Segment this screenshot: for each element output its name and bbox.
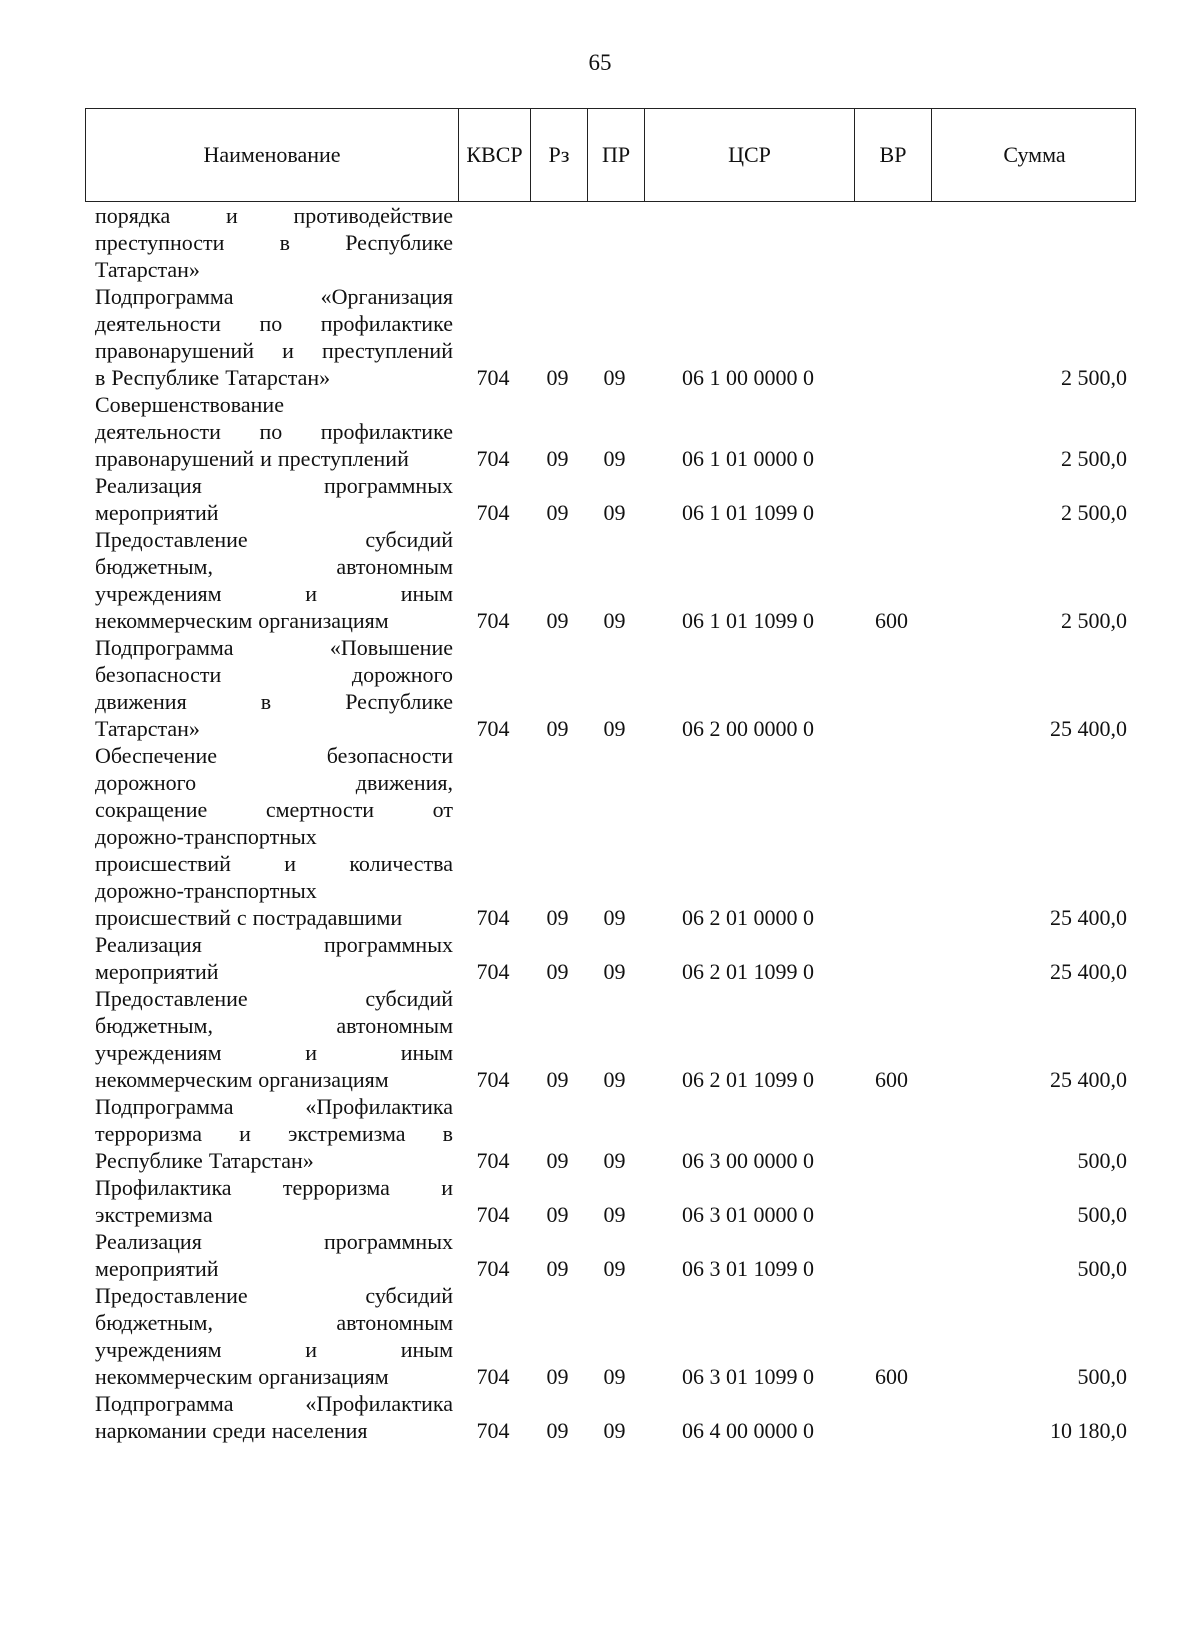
table-row xyxy=(85,634,1136,742)
row-name-line xyxy=(95,1363,453,1390)
cell-sum: 25 400,0 xyxy=(1050,716,1127,741)
cell-sum: 25 400,0 xyxy=(1050,905,1127,930)
header-csr: ЦСР xyxy=(644,109,854,201)
row-name-word: в xyxy=(279,230,290,255)
row-name-word: происшествий xyxy=(95,851,231,876)
row-name xyxy=(85,1282,453,1390)
page-number: 65 xyxy=(588,50,612,75)
row-name-line xyxy=(95,202,453,229)
cell-vr xyxy=(853,499,930,526)
table-row xyxy=(85,472,1136,526)
row-name-line xyxy=(95,1093,453,1120)
row-name-line xyxy=(95,1390,453,1417)
row-name-word: и xyxy=(225,203,238,228)
row-name-word: правонарушений xyxy=(95,338,255,363)
row-name-word: «Повышение xyxy=(329,635,453,660)
cell-vr: 600 xyxy=(875,1067,908,1092)
cell-pr xyxy=(586,256,643,283)
row-name-line xyxy=(95,1174,453,1201)
cell-rz: 09 xyxy=(546,959,569,984)
row-name-word: Профилактика xyxy=(95,1175,232,1200)
cell-csr: 06 1 00 0000 0 xyxy=(682,365,814,390)
row-name-word: Предоставление xyxy=(95,527,248,552)
row-name-word: преступлений xyxy=(277,446,409,471)
table-row xyxy=(85,202,1136,283)
row-name xyxy=(85,202,453,283)
row-name-word: Подпрограмма xyxy=(95,635,234,660)
row-name xyxy=(85,283,453,391)
row-name-word: терроризма xyxy=(282,1175,390,1200)
row-name-line xyxy=(95,310,453,337)
row-name xyxy=(85,985,453,1093)
row-name-word: субсидий xyxy=(365,527,453,552)
row-name-word: Татарстан» xyxy=(208,1148,314,1173)
cell-csr: 06 3 01 1099 0 xyxy=(682,1256,814,1281)
cell-vr xyxy=(853,958,930,985)
row-name xyxy=(85,634,453,742)
table-row xyxy=(85,1390,1136,1444)
row-name-word: дорожно-транспортных xyxy=(95,878,317,903)
row-name-word: Республике xyxy=(345,689,453,714)
cell-sum: 2 500,0 xyxy=(1061,608,1127,633)
row-name-word: «Профилактика xyxy=(305,1094,453,1119)
row-name-line xyxy=(95,418,453,445)
row-name-word: автономным xyxy=(336,554,453,579)
cell-csr: 06 1 01 0000 0 xyxy=(682,446,814,471)
row-name-word: мероприятий xyxy=(95,500,219,525)
row-name-line xyxy=(95,553,453,580)
row-name-line xyxy=(95,607,453,634)
row-name-line xyxy=(95,877,453,904)
row-name-word: бюджетным, xyxy=(95,1013,213,1038)
row-name xyxy=(85,1174,453,1228)
row-name-line xyxy=(95,499,453,526)
row-name-word: сокращение xyxy=(95,797,208,822)
cell-kvsr: 704 xyxy=(476,1364,510,1389)
table-row xyxy=(85,283,1136,391)
row-name-word: автономным xyxy=(336,1013,453,1038)
cell-vr xyxy=(853,256,930,283)
table-body xyxy=(85,202,1136,1444)
row-name-word: Реализация xyxy=(95,932,202,957)
row-name xyxy=(85,742,453,931)
row-name-word: Республике xyxy=(345,230,453,255)
table-row xyxy=(85,931,1136,985)
row-name-word: и xyxy=(305,1337,318,1362)
row-name-word: дорожного xyxy=(351,662,453,687)
row-name-line xyxy=(95,256,453,283)
row-name-line xyxy=(95,1417,453,1444)
row-name-word: некоммерческим xyxy=(95,608,253,633)
row-name-word: в xyxy=(95,365,106,390)
row-name-line xyxy=(95,445,453,472)
row-name-word: программных xyxy=(324,1229,453,1254)
cell-kvsr: 704 xyxy=(476,1067,510,1092)
row-name xyxy=(85,391,453,472)
cell-csr xyxy=(643,256,853,283)
cell-sum: 500,0 xyxy=(1077,1202,1127,1227)
cell-vr xyxy=(853,904,930,931)
cell-pr: 09 xyxy=(603,500,626,525)
row-name-line xyxy=(95,1201,453,1228)
cell-pr: 09 xyxy=(603,1364,626,1389)
cell-vr: 600 xyxy=(875,1364,908,1389)
row-name-word: дорожно-транспортных xyxy=(95,824,317,849)
row-name-word: организациям xyxy=(258,1364,389,1389)
row-name xyxy=(85,931,453,985)
row-name xyxy=(85,1093,453,1174)
row-name-word: безопасности xyxy=(326,743,453,768)
cell-pr: 09 xyxy=(603,1202,626,1227)
row-name-line xyxy=(95,661,453,688)
row-name-line xyxy=(95,1336,453,1363)
table-row xyxy=(85,985,1136,1093)
header-vr: ВР xyxy=(854,109,931,201)
cell-sum: 500,0 xyxy=(1077,1256,1127,1281)
row-name-word: и xyxy=(305,1040,318,1065)
row-name-line xyxy=(95,634,453,661)
row-name-word: населения xyxy=(271,1418,368,1443)
row-name-word: в xyxy=(442,1121,453,1146)
cell-pr: 09 xyxy=(603,959,626,984)
header-name: Наименование xyxy=(203,142,341,167)
cell-kvsr: 704 xyxy=(476,959,510,984)
row-name-word: Татарстан» xyxy=(225,365,331,390)
row-name-word: Предоставление xyxy=(95,986,248,1011)
cell-kvsr: 704 xyxy=(476,446,510,471)
row-name-line xyxy=(95,1066,453,1093)
cell-kvsr: 704 xyxy=(476,1202,510,1227)
row-name-word: Подпрограмма xyxy=(95,284,234,309)
row-name-word: дорожного xyxy=(95,770,197,795)
cell-csr: 06 1 01 1099 0 xyxy=(682,500,814,525)
row-name-line xyxy=(95,1228,453,1255)
row-name-word: Подпрограмма xyxy=(95,1094,234,1119)
table-row xyxy=(85,742,1136,931)
cell-pr: 09 xyxy=(603,1148,626,1173)
cell-kvsr: 704 xyxy=(476,716,510,741)
row-name-word: организациям xyxy=(258,608,389,633)
cell-csr: 06 1 01 1099 0 xyxy=(682,608,814,633)
row-name-word: бюджетным, xyxy=(95,1310,213,1335)
row-name-line xyxy=(95,742,453,769)
row-name-word: Реализация xyxy=(95,473,202,498)
header-rz: Рз xyxy=(530,109,587,201)
row-name-word: количества xyxy=(349,851,453,876)
cell-kvsr: 704 xyxy=(476,1256,510,1281)
header-sum: Сумма xyxy=(931,109,1137,201)
row-name-word: Республике xyxy=(111,365,220,390)
cell-sum: 25 400,0 xyxy=(1050,1067,1127,1092)
cell-kvsr xyxy=(457,256,529,283)
row-name-word: наркомании xyxy=(95,1418,207,1443)
table-row xyxy=(85,1093,1136,1174)
row-name-word: профилактике xyxy=(320,311,453,336)
row-name-word: субсидий xyxy=(365,1283,453,1308)
cell-rz: 09 xyxy=(546,1202,569,1227)
row-name-word: смертности xyxy=(265,797,375,822)
cell-rz: 09 xyxy=(546,1148,569,1173)
cell-pr: 09 xyxy=(603,1067,626,1092)
row-name-word: Татарстан» xyxy=(95,716,200,741)
cell-rz: 09 xyxy=(546,1256,569,1281)
row-name-word: субсидий xyxy=(365,986,453,1011)
row-name-line xyxy=(95,1147,453,1174)
cell-rz: 09 xyxy=(546,1364,569,1389)
row-name-word: движения, xyxy=(355,770,453,795)
row-name-line xyxy=(95,769,453,796)
row-name-word: Подпрограмма xyxy=(95,1391,234,1416)
row-name-word: профилактике xyxy=(320,419,453,444)
row-name-word: и xyxy=(239,1121,251,1146)
row-name-word: экстремизма xyxy=(287,1121,406,1146)
row-name-line xyxy=(95,1120,453,1147)
row-name xyxy=(85,1390,453,1444)
cell-vr xyxy=(853,1201,930,1228)
cell-sum: 2 500,0 xyxy=(1061,446,1127,471)
row-name-word: Реализация xyxy=(95,1229,202,1254)
header-pr: ПР xyxy=(587,109,644,201)
row-name-line xyxy=(95,958,453,985)
cell-pr: 09 xyxy=(603,608,626,633)
row-name-word: Обеспечение xyxy=(95,743,217,768)
row-name-line xyxy=(95,715,453,742)
cell-pr: 09 xyxy=(603,1256,626,1281)
row-name-line xyxy=(95,391,453,418)
row-name-line xyxy=(95,229,453,256)
row-name-word: среди xyxy=(212,1418,266,1443)
table-row xyxy=(85,526,1136,634)
cell-vr xyxy=(853,1147,930,1174)
cell-rz: 09 xyxy=(546,905,569,930)
cell-rz xyxy=(529,256,586,283)
cell-kvsr: 704 xyxy=(476,1148,510,1173)
cell-kvsr: 704 xyxy=(476,365,510,390)
row-name xyxy=(85,526,453,634)
row-name-line xyxy=(95,1282,453,1309)
row-name xyxy=(85,1228,453,1282)
cell-pr: 09 xyxy=(603,446,626,471)
cell-vr: 600 xyxy=(875,608,908,633)
cell-kvsr: 704 xyxy=(476,500,510,525)
row-name-word: от xyxy=(432,797,453,822)
row-name-word: бюджетным, xyxy=(95,554,213,579)
row-name-word: и xyxy=(282,338,294,363)
cell-csr: 06 3 01 0000 0 xyxy=(682,1202,814,1227)
row-name-line xyxy=(95,850,453,877)
cell-sum xyxy=(930,256,1127,283)
row-name-line xyxy=(95,688,453,715)
row-name-word: терроризма xyxy=(95,1121,203,1146)
row-name-line xyxy=(95,985,453,1012)
cell-rz: 09 xyxy=(546,446,569,471)
row-name-word: мероприятий xyxy=(95,1256,219,1281)
cell-kvsr: 704 xyxy=(476,905,510,930)
row-name-word: деятельности xyxy=(95,311,221,336)
cell-rz: 09 xyxy=(546,716,569,741)
row-name-word: экстремизма xyxy=(95,1202,213,1227)
cell-pr: 09 xyxy=(603,716,626,741)
row-name-word: мероприятий xyxy=(95,959,219,984)
table-row xyxy=(85,391,1136,472)
row-name-word: программных xyxy=(324,932,453,957)
row-name-word: по xyxy=(259,311,283,336)
row-name-word: учреждениям xyxy=(95,1040,222,1065)
cell-kvsr: 704 xyxy=(476,1418,510,1443)
row-name-word: некоммерческим xyxy=(95,1067,253,1092)
row-name xyxy=(85,472,453,526)
cell-sum: 500,0 xyxy=(1077,1148,1127,1173)
cell-vr xyxy=(853,445,930,472)
row-name-line xyxy=(95,580,453,607)
row-name-line xyxy=(95,283,453,310)
cell-rz: 09 xyxy=(546,500,569,525)
row-name-word: безопасности xyxy=(95,662,222,687)
row-name-word: правонарушений xyxy=(95,446,255,471)
row-name-word: некоммерческим xyxy=(95,1364,253,1389)
cell-vr xyxy=(853,1255,930,1282)
row-name-word: Предоставление xyxy=(95,1283,248,1308)
row-name-word: и xyxy=(260,446,272,471)
row-name-line xyxy=(95,1012,453,1039)
cell-vr xyxy=(853,715,930,742)
row-name-line xyxy=(95,526,453,553)
cell-rz: 09 xyxy=(546,1067,569,1092)
row-name-line xyxy=(95,904,453,931)
row-name-line xyxy=(95,823,453,850)
row-name-line xyxy=(95,1039,453,1066)
row-name-word: организациям xyxy=(258,1067,389,1092)
row-name-word: деятельности xyxy=(95,419,221,444)
table-row xyxy=(85,1174,1136,1228)
row-name-word: Республике xyxy=(95,1148,203,1173)
row-name-word: преступлений xyxy=(321,338,453,363)
row-name-word: движения xyxy=(95,689,187,714)
cell-csr: 06 3 01 1099 0 xyxy=(682,1364,814,1389)
row-name-word: программных xyxy=(324,473,453,498)
cell-csr: 06 2 01 0000 0 xyxy=(682,905,814,930)
row-name-word: порядка xyxy=(95,203,171,228)
row-name-word: учреждениям xyxy=(95,1337,222,1362)
row-name-word: иным xyxy=(400,581,453,606)
row-name-line xyxy=(95,1255,453,1282)
cell-pr: 09 xyxy=(603,365,626,390)
row-name-word: с xyxy=(236,905,247,930)
row-name-word: иным xyxy=(400,1337,453,1362)
row-name-word: по xyxy=(259,419,283,444)
cell-sum: 500,0 xyxy=(1077,1364,1127,1389)
row-name-word: автономным xyxy=(336,1310,453,1335)
cell-csr: 06 3 00 0000 0 xyxy=(682,1148,814,1173)
row-name-line xyxy=(95,1309,453,1336)
cell-vr xyxy=(853,1417,930,1444)
row-name-line xyxy=(95,364,453,391)
row-name-word: происшествий xyxy=(95,905,231,930)
cell-sum: 25 400,0 xyxy=(1050,959,1127,984)
cell-csr: 06 2 01 1099 0 xyxy=(682,1067,814,1092)
row-name-word: Совершенствование xyxy=(95,392,284,417)
cell-pr: 09 xyxy=(603,1418,626,1443)
cell-rz: 09 xyxy=(546,1418,569,1443)
row-name-word: пострадавшими xyxy=(252,905,403,930)
row-name-word: и xyxy=(305,581,318,606)
row-name-line xyxy=(95,472,453,499)
row-name-line xyxy=(95,796,453,823)
cell-sum: 2 500,0 xyxy=(1061,500,1127,525)
row-name-line xyxy=(95,337,453,364)
cell-kvsr: 704 xyxy=(476,608,510,633)
row-name-word: и xyxy=(284,851,296,876)
cell-vr xyxy=(853,364,930,391)
row-name-word: «Организация xyxy=(320,284,453,309)
row-name-word: иным xyxy=(400,1040,453,1065)
header-kvsr: КВСР xyxy=(458,109,530,201)
table-row xyxy=(85,1228,1136,1282)
table-header xyxy=(85,108,1136,202)
cell-rz: 09 xyxy=(546,365,569,390)
row-name-word: учреждениям xyxy=(95,581,222,606)
cell-sum: 10 180,0 xyxy=(1050,1418,1127,1443)
row-name-word: преступности xyxy=(95,230,225,255)
row-name-word: и xyxy=(441,1175,453,1200)
row-name-word: Татарстан» xyxy=(95,257,200,282)
row-name-line xyxy=(95,931,453,958)
cell-csr: 06 4 00 0000 0 xyxy=(682,1418,814,1443)
cell-rz: 09 xyxy=(546,608,569,633)
cell-csr: 06 2 01 1099 0 xyxy=(682,959,814,984)
cell-sum: 2 500,0 xyxy=(1061,365,1127,390)
row-name-word: «Профилактика xyxy=(305,1391,453,1416)
row-name-word: противодействие xyxy=(293,203,453,228)
cell-csr: 06 2 00 0000 0 xyxy=(682,716,814,741)
row-name-word: в xyxy=(260,689,272,714)
cell-pr: 09 xyxy=(603,905,626,930)
table-row xyxy=(85,1282,1136,1390)
